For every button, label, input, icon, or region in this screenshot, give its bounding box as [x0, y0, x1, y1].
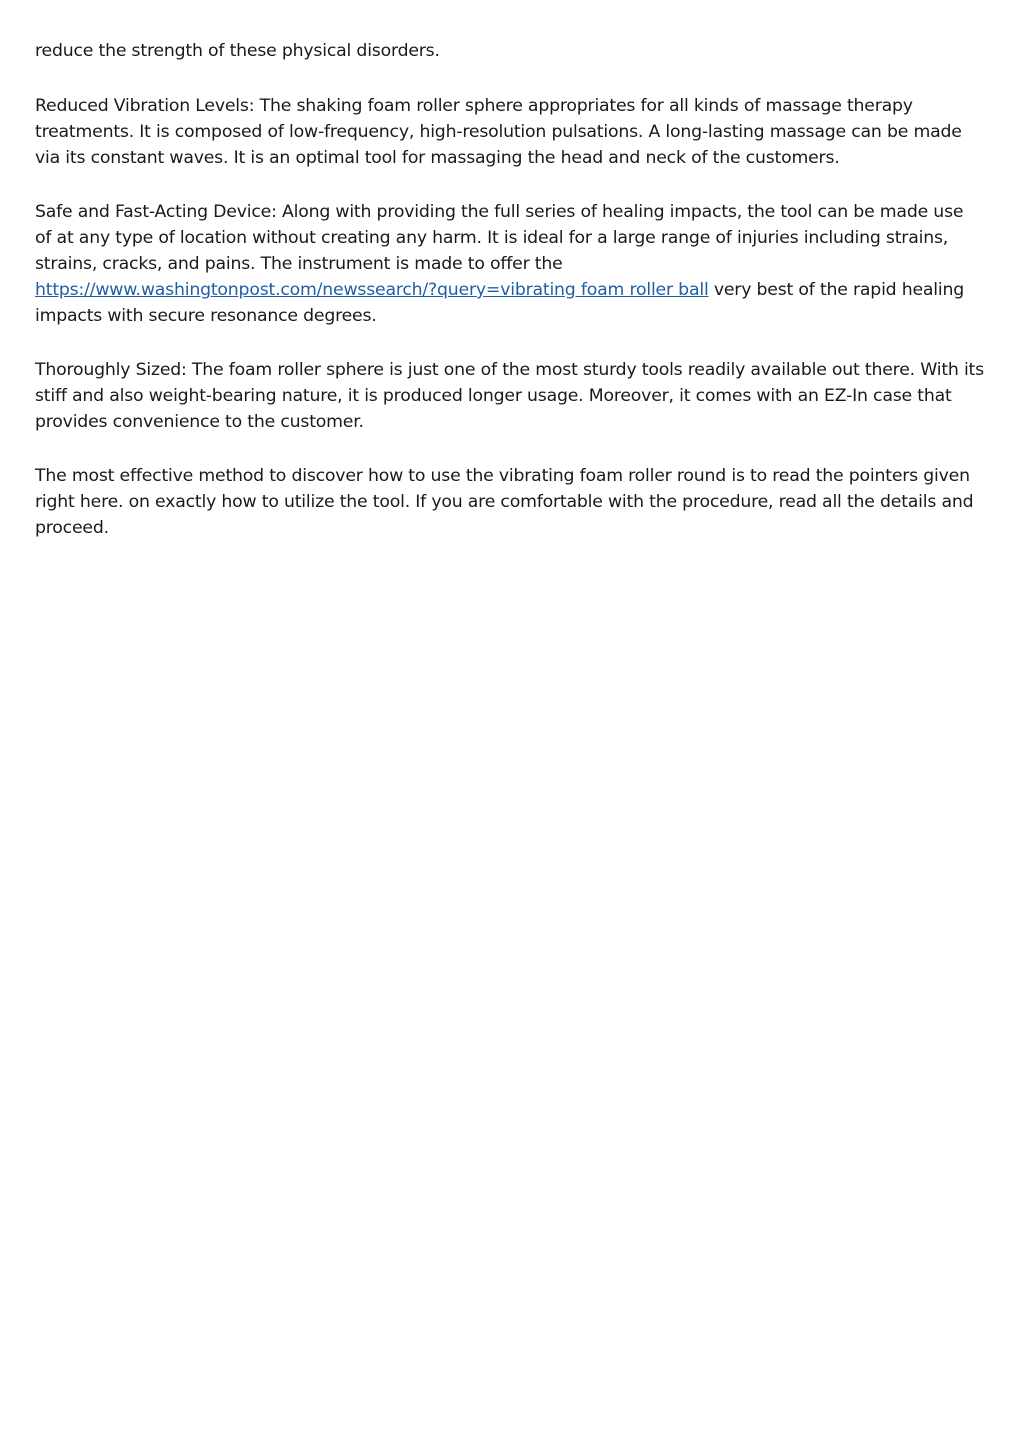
- washingtonpost-search-link[interactable]: https://www.washingtonpost.com/newssearch/?query=vibrating foam roller ball: [35, 280, 709, 300]
- paragraph-safe-device: [35, 199, 984, 329]
- paragraph-reduced-vibration: Reduced Vibration Levels: The shaking foam roller sphere appropriates for all kinds of massage therapy treatments. It is composed of low-frequency, high-resolution pulsations. A long-lasting massage can be made via its constant waves. It is an optimal tool for massaging the head and neck of the customers.: [35, 96, 962, 168]
- paragraph-safe-device-text-start: Safe and Fast-Acting Device: Along with providing the full series of healing impacts, the tool can be made use of at any type of location without creating any harm. It is ideal for a large range of injuries including strains, strains, cracks, and pains. The instrument is made to offer the: [35, 202, 964, 274]
- paragraph-safe-device-text-end: very best of the rapid healing impacts with secure resonance degrees.: [35, 280, 965, 326]
- paragraph-thoroughly-sized: Thoroughly Sized: The foam roller sphere is just one of the most sturdy tools readily available out there. With its stiff and also weight-bearing nature, it is produced longer usage. Moreover, it comes with an EZ-In case that provides convenience to the customer.: [35, 360, 984, 432]
- paragraph-usage-method: The most effective method to discover how to use the vibrating foam roller round is to read the pointers given right here. on exactly how to utilize the tool. If you are comfortable with the procedure, read all the details and proceed.: [35, 466, 974, 538]
- paragraph-intro: reduce the strength of these physical disorders.: [35, 41, 440, 61]
